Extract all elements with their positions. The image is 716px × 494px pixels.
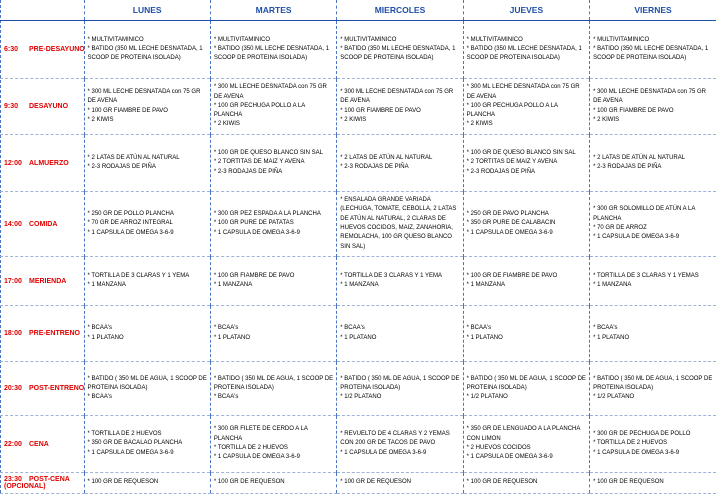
food-item: * 350 GR DE LENGUADO A LA PLANCHA CON LIMON (466, 426, 581, 442)
food-item: * 1 MANZANA (466, 282, 506, 288)
food-item: * 100 GR DE FIAMBRE DE PAVO (466, 272, 558, 279)
meal-time: 17:00 (4, 277, 22, 285)
food-item: * MULTIVITAMINICO (213, 36, 271, 43)
meal-label (0, 257, 84, 306)
cell-viernes (590, 21, 716, 79)
food-item: * 1 PLATANO (213, 334, 251, 341)
day-header-martes: MARTES (210, 0, 336, 21)
meal-name: DESAYUNO (29, 103, 69, 110)
food-item: * TORTILLA DE 2 HUEVOS (87, 431, 162, 438)
food-item: * 2-3 RODAJAS DE PIÑA (213, 168, 283, 175)
food-item: * MULTIVITAMINICO (87, 36, 144, 43)
food-item: * 70 GR DE ARROZ (593, 225, 647, 231)
food-item: * 1 CAPSULA DE OMEGA 3-6-9 (87, 229, 174, 236)
meal-label (0, 362, 84, 416)
food-item: * 300 GR DE PECHUGA DE POLLO (593, 431, 691, 438)
food-item: * MULTIVITAMINICO (466, 36, 523, 43)
day-header-lunes: LUNES (84, 0, 210, 21)
food-item: * 1 CAPSULA DE OMEGA 3-6-9 (593, 449, 680, 456)
food-item: * 70 GR DE ARROZ INTEGRAL (87, 220, 173, 227)
meal-label (0, 306, 84, 362)
meal-label (0, 21, 84, 79)
cell-miercoles (337, 473, 463, 494)
meal-row (0, 21, 716, 79)
cell-martes (210, 192, 336, 257)
cell-miercoles (337, 306, 463, 362)
cell-miercoles (337, 416, 463, 473)
cell-miercoles (337, 362, 463, 416)
cell-lunes (84, 257, 210, 306)
food-item: * 1 CAPSULA DE OMEGA 3-6-9 (466, 454, 553, 461)
food-item: * BATIDO (350 ML LECHE DESNATADA, 1 SCOOP DE PROTEINA ISOLADA) (87, 45, 203, 62)
cell-lunes (84, 473, 210, 494)
meal-time: 9:30 (4, 103, 19, 110)
food-item: * BATIDO ( 350 ML DE AGUA, 1 SCOOP DE PROTEINA ISOLADA) (87, 375, 207, 391)
food-item: * 2-3 RODAJAS DE PIÑA (87, 164, 156, 170)
food-item: * 300 ML LECHE DESNATADA con 75 GR DE AVENA (340, 88, 454, 105)
food-item: * 2 KIWIS (213, 121, 240, 128)
day-header-jueves: JUEVES (463, 0, 589, 21)
cell-martes (210, 306, 336, 362)
food-item: * 2-3 RODAJAS DE PIÑA (340, 164, 409, 170)
cell-viernes (590, 79, 716, 135)
food-item: * 1/2 PLATANO (593, 394, 635, 401)
cell-viernes (590, 135, 716, 192)
food-item: * 100 GR PECHUGA POLLO A LA PLANCHA (466, 102, 558, 119)
food-item: * 100 GR PURE DE PATATAS (213, 220, 294, 227)
food-item: * BATIDO (350 ML LECHE DESNATADA, 1 SCOOP DE PROTEINA ISOLADA) (340, 45, 456, 62)
meal-name-note: (OPCIONAL) (4, 483, 46, 490)
food-item: * 2 LATAS DE ATÚN AL NATURAL (593, 154, 686, 161)
cell-miercoles (337, 192, 463, 257)
meal-label (0, 416, 84, 473)
food-item: * 2-3 RODAJAS DE PIÑA (593, 164, 662, 170)
meal-row (0, 79, 716, 135)
food-item: * 2 KIWIS (87, 116, 114, 123)
corner-cell (0, 0, 84, 21)
food-item: * BCAA's (213, 325, 239, 332)
food-item: * 300 GR PEZ ESPADA A LA PLANCHA (213, 211, 321, 218)
cell-lunes (84, 192, 210, 257)
cell-jueves (463, 306, 589, 362)
food-item: * TORTILLA DE 3 CLARAS Y 1 YEMA (87, 272, 190, 279)
cell-jueves (463, 79, 589, 135)
food-item: * 100 GR DE REQUESON (213, 479, 285, 486)
food-item: * 2 KIWIS (593, 116, 620, 123)
food-item: * BCAA's (340, 325, 365, 332)
cell-jueves (463, 362, 589, 416)
food-item: * 2 TORTITAS DE MAIZ Y AVENA (466, 159, 558, 166)
meal-row (0, 473, 716, 494)
food-item: * 2 KIWIS (340, 116, 367, 123)
food-item: * 1 CAPSULA DE OMEGA 3-6-9 (213, 454, 300, 461)
food-item: * 1/2 PLATANO (466, 394, 508, 401)
cell-lunes (84, 79, 210, 135)
food-item: * 100 GR DE REQUESON (466, 479, 538, 486)
food-item: * MULTIVITAMINICO (593, 36, 650, 43)
food-item: * 1 CAPSULA DE OMEGA 3-6-9 (466, 229, 553, 236)
meal-label (0, 192, 84, 257)
meal-time: 20:30 (4, 385, 22, 392)
food-item: * 2-3 RODAJAS DE PIÑA (466, 168, 536, 175)
meal-row (0, 416, 716, 473)
food-item: * BCAA's (213, 394, 239, 401)
meal-label (0, 79, 84, 135)
food-item: * 100 GR FIAMBRE DE PAVO (213, 272, 295, 279)
meal-name: PRE-DESAYUNO (29, 46, 85, 53)
food-item: * 100 GR FIAMBRE DE PAVO (87, 107, 168, 114)
food-item: * 100 GR DE REQUESON (593, 479, 664, 486)
food-item: * 1/2 PLATANO (340, 394, 382, 401)
meal-row (0, 192, 716, 257)
food-item: * BATIDO (350 ML LECHE DESNATADA, 1 SCOOP DE PROTEINA ISOLADA) (593, 45, 709, 62)
cell-jueves (463, 135, 589, 192)
cell-miercoles (337, 79, 463, 135)
cell-miercoles (337, 21, 463, 79)
meal-time: 23:30 (4, 476, 22, 483)
food-item: * 2 KIWIS (466, 121, 493, 128)
cell-lunes (84, 135, 210, 192)
cell-lunes (84, 21, 210, 79)
food-item: * 1 CAPSULA DE OMEGA 3-6-9 (593, 234, 680, 241)
cell-martes (210, 257, 336, 306)
food-item: * 100 GR DE REQUESON (87, 479, 159, 486)
food-item: * 2 TORTITAS DE MAIZ Y AVENA (213, 159, 305, 166)
meal-label (0, 473, 84, 494)
food-item: * TORTILLA DE 2 HUEVOS (213, 445, 288, 451)
cell-jueves (463, 192, 589, 257)
food-item: * 1 PLATANO (593, 334, 630, 341)
food-item: * BATIDO ( 350 ML DE AGUA, 1 SCOOP DE PROTEINA ISOLADA) (340, 375, 460, 391)
food-item: * 100 GR DE QUESO BLANCO SIN SAL (466, 150, 576, 157)
cell-lunes (84, 416, 210, 473)
food-item: * TORTILLA DE 3 CLARAS Y 1 YEMA (340, 272, 442, 279)
food-item: * 250 GR DE POLLO PLANCHA (87, 211, 174, 218)
day-header-miercoles: MIERCOLES (337, 0, 463, 21)
food-item: * 250 GR DE PAVO PLANCHA (466, 211, 549, 218)
food-item: * BATIDO ( 350 ML DE AGUA, 1 SCOOP DE PROTEINA ISOLADA) (593, 375, 713, 391)
meal-row (0, 135, 716, 192)
food-item: * BATIDO (350 ML LECHE DESNATADA, 1 SCOOP DE PROTEINA ISOLADA) (466, 45, 582, 62)
meal-time: 18:00 (4, 330, 22, 337)
food-item: * 300 ML LECHE DESNATADA con 75 GR DE AVENA (466, 84, 580, 100)
meal-name: PRE-ENTRENO (29, 330, 80, 337)
food-item: * 100 GR FIAMBRE DE PAVO (593, 107, 674, 114)
meal-row (0, 306, 716, 362)
food-item: * 350 GR DE BACALAO PLANCHA (87, 440, 183, 447)
food-item: * 2 LATAS DE ATÚN AL NATURAL (87, 154, 180, 161)
meal-row (0, 257, 716, 306)
food-item: * BATIDO ( 350 ML DE AGUA, 1 SCOOP DE PROTEINA ISOLADA) (213, 375, 334, 391)
food-item: * BATIDO (350 ML LECHE DESNATADA, 1 SCOOP DE PROTEINA ISOLADA) (213, 45, 330, 62)
food-item: * BCAA's (466, 325, 492, 332)
food-item: * 100 GR PECHUGA POLLO A LA PLANCHA (213, 102, 305, 119)
cell-martes (210, 416, 336, 473)
food-item: * 1 CAPSULA DE OMEGA 3-6-9 (340, 449, 427, 456)
meal-name: COMIDA (29, 220, 58, 228)
meal-time: 22:00 (4, 440, 22, 448)
food-item: * 1 MANZANA (340, 282, 379, 288)
cell-viernes (590, 362, 716, 416)
food-item: * BCAA's (87, 394, 112, 401)
cell-jueves (463, 21, 589, 79)
cell-viernes (590, 192, 716, 257)
cell-martes (210, 21, 336, 79)
cell-viernes (590, 416, 716, 473)
food-item: * 300 GR FILETE DE CERDO A LA PLANCHA (213, 426, 308, 442)
cell-jueves (463, 257, 589, 306)
food-item: * MULTIVITAMINICO (340, 36, 397, 43)
meal-name: ALMUERZO (29, 159, 69, 167)
cell-viernes (590, 473, 716, 494)
food-item: * TORTILLA DE 2 HUEVOS (593, 440, 668, 447)
food-item: * BCAA's (593, 325, 618, 332)
cell-miercoles (337, 257, 463, 306)
cell-jueves (463, 473, 589, 494)
meal-name: POST-ENTRENO (29, 385, 85, 392)
food-item: * 1 PLATANO (340, 334, 377, 341)
meal-row (0, 362, 716, 416)
food-item: * 300 ML LECHE DESNATADA con 75 GR DE AVENA (593, 88, 706, 105)
day-header-row (0, 0, 716, 21)
food-item: * 1 MANZANA (213, 282, 253, 288)
food-item: * 350 GR PURE DE CALABACIN (466, 220, 556, 227)
meal-time: 6:30 (4, 46, 19, 53)
meal-name: POST-CENA (29, 476, 70, 483)
food-item: * 2 LATAS DE ATÚN AL NATURAL (340, 154, 433, 161)
meal-label (0, 135, 84, 192)
meal-time: 14:00 (4, 220, 22, 228)
day-header-viernes: VIERNES (590, 0, 716, 21)
cell-lunes (84, 362, 210, 416)
food-item: * 2 HUEVOS COCIDOS (466, 445, 531, 451)
cell-jueves (463, 416, 589, 473)
food-item: * 1 MANZANA (593, 282, 632, 288)
cell-viernes (590, 257, 716, 306)
cell-lunes (84, 306, 210, 362)
cell-martes (210, 79, 336, 135)
food-item: * 300 GR SOLOMILLO DE ATÚN A LA PLANCHA (593, 206, 695, 222)
food-item: * 100 GR FIAMBRE DE PAVO (340, 107, 421, 114)
food-item: * REVUELTO DE 4 CLARAS Y 2 YEMAS CON 200 GR DE TACOS DE PAVO (340, 431, 450, 447)
food-item: * 100 GR DE REQUESON (340, 479, 411, 486)
food-item: * BCAA's (87, 325, 112, 332)
cell-miercoles (337, 135, 463, 192)
cell-viernes (590, 306, 716, 362)
food-item: * 100 GR DE QUESO BLANCO SIN SAL (213, 150, 323, 157)
food-item: * TORTILLA DE 3 CLARAS Y 1 YEMAS (593, 272, 699, 279)
meal-name: CENA (29, 440, 49, 448)
meal-rows (0, 21, 716, 494)
cell-martes (210, 362, 336, 416)
food-item: * 1 MANZANA (87, 282, 126, 288)
food-item: * ENSALADA GRANDE VARIADA (LECHUGA, TOMATE, CEBOLLA, 2 LATAS DE ATÚN AL NATURAL, 2 CLARAS DE HUEVOS COCIDOS, MAIZ, ZANAHORIA, REMOLACHA, 100 GR QUESO BLANCO SIN SAL) (340, 197, 457, 250)
food-item: * 1 PLATANO (466, 334, 503, 341)
cell-martes (210, 135, 336, 192)
cell-martes (210, 473, 336, 494)
food-item: * 300 ML LECHE DESNATADA con 75 GR DE AVENA (87, 88, 201, 105)
food-item: * 300 ML LECHE DESNATADA con 75 GR DE AVENA (213, 84, 327, 100)
food-item: * 1 CAPSULA DE OMEGA 3-6-9 (213, 229, 300, 236)
food-item: * BATIDO ( 350 ML DE AGUA, 1 SCOOP DE PROTEINA ISOLADA) (466, 375, 586, 391)
food-item: * 1 PLATANO (87, 334, 124, 341)
meal-name: MERIENDA (29, 277, 67, 285)
meal-time: 12:00 (4, 159, 22, 167)
food-item: * 1 CAPSULA DE OMEGA 3-6-9 (87, 449, 174, 456)
